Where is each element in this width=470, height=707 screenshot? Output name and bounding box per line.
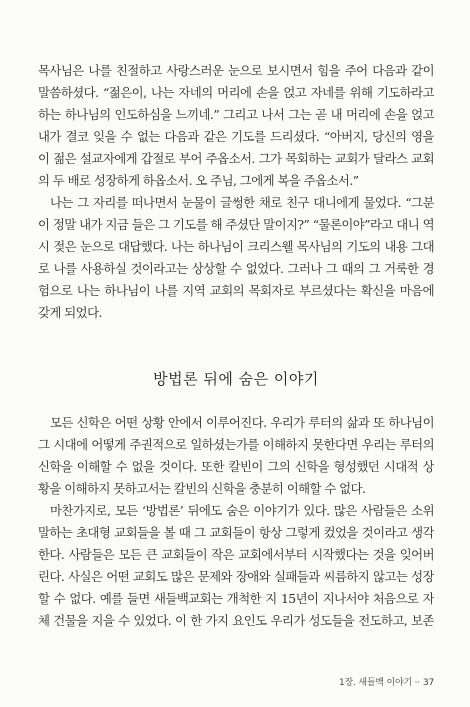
text-line: 의 두 배로 성장하게 하옵소서. 오 주님, 그에게 복을 주옵소서.” <box>38 173 359 188</box>
page-number: 37 <box>422 678 434 688</box>
text-line: 나는 그 자리를 떠나면서 눈물이 글썽한 채로 친구 대니에게 물었다. “그분 <box>50 195 434 210</box>
text-line: 시 젖은 눈으로 대답했다. 나는 하나님이 크리스웰 목사님의 기도의 내용 그대 <box>38 239 434 254</box>
text-line: 할 수 없다. 예를 들면 새들백교회는 개척한 지 15년이 지나서야 처음으로 자 <box>38 591 434 606</box>
text-line: 이 젊은 설교자에게 갑절로 부어 주옵소서. 그가 목회하는 교회가 달라스 교회 <box>38 151 434 166</box>
text-line: 마찬가지로, 모든 ‘방법론’ 뒤에도 숨은 이야기가 있다. 많은 사람들은 소위 <box>50 503 434 518</box>
text-line: 내가 결코 잊을 수 없는 다음과 같은 기도를 드리셨다. “아버지, 당신의 영을 <box>38 129 434 144</box>
text-line: 그 시대에 어떻게 주권적으로 일하셨는가를 이해하지 못한다면 우리는 루터의 <box>38 437 434 452</box>
text-line: 험으로 나는 하나님이 나를 지역 교회의 목회자로 부르셨다는 확신을 마음에 <box>38 283 434 298</box>
text-line: 로 나를 사용하실 것이라고는 상상할 수 없었다. 그러나 그 때의 그 거룩한 경 <box>38 261 434 276</box>
text-line: 이 정말 내가 지금 들은 그 기도를 해 주셨단 말이지?” “물론이야”라고 대니 역 <box>38 217 434 232</box>
text-line: 신학을 이해할 수 없을 것이다. 또한 칼빈이 그의 신학을 형성했던 시대적 상 <box>38 459 434 474</box>
text-line: 목사님은 나를 친절하고 사랑스러운 눈으로 보시면서 힘을 주어 다음과 같이 <box>38 63 434 78</box>
section-heading: 방법론 뒤에 숨은 이야기 <box>153 370 319 388</box>
text-line: 모든 신학은 어떤 상황 안에서 이루어진다. 우리가 루터의 삶과 또 하나님이 <box>50 415 434 430</box>
book-page <box>38 0 434 707</box>
text-line: 한다. 사람들은 모든 큰 교회들이 작은 교회에서부터 시작했다는 것을 잊어버 <box>38 547 434 562</box>
text-line: 하는 하나님의 인도하심을 느끼네.” 그리고 나서 그는 곧 내 머리에 손을 얹고 <box>38 107 434 122</box>
text-line: 갖게 되었다. <box>38 305 102 320</box>
text-line: 말하는 초대형 교회들을 볼 때 그 교회들이 항상 그렇게 컸었을 것이라고 생각 <box>38 525 434 540</box>
page-footer <box>339 675 434 688</box>
text-line: 체 건물을 지을 수 있었다. 이 한 가지 요인도 우리가 성도들을 전도하고, 보존 <box>38 613 434 628</box>
text-line: 황을 이해하지 못하고서는 칼빈의 신학을 충분히 이해할 수 없다. <box>38 481 366 496</box>
text-line: 린다. 사실은 어떤 교회도 많은 문제와 장애와 실패들과 씨름하지 않고는 성장 <box>38 569 434 584</box>
running-footer-chapter: 1장. 새들백 이야기 ·· <box>338 678 420 688</box>
text-line: 말씀하셨다. “젊은이, 나는 자네의 머리에 손을 얹고 자네를 위해 기도하라고 <box>38 85 434 100</box>
